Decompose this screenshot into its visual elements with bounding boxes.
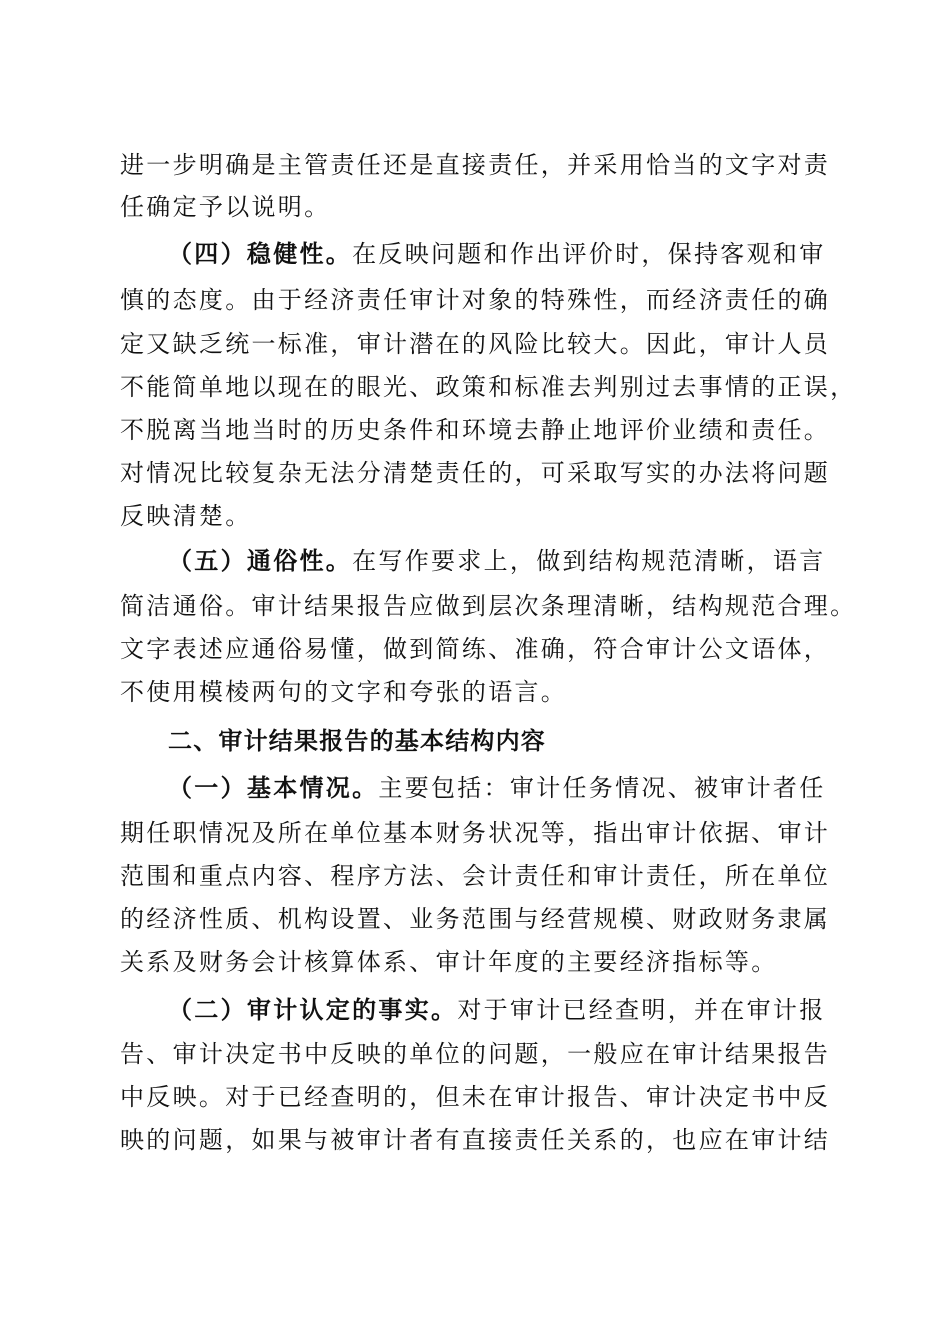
paragraph-line: 范围和重点内容、程序方法、会计责任和审计责任，所在单位 — [120, 862, 831, 890]
paragraph-first-line — [168, 541, 826, 581]
paragraph-first-line — [168, 990, 826, 1030]
paragraph-line: 不脱离当地当时的历史条件和环境去静止地评价业绩和责任。 — [120, 416, 831, 444]
paragraph-line: 定又缺乏统一标准，审计潜在的风险比较大。因此，审计人员 — [120, 330, 831, 358]
paragraph-line: 简洁通俗。审计结果报告应做到层次条理清晰，结构规范合理。 — [120, 592, 857, 620]
paragraph-line: 慎的态度。由于经济责任审计对象的特殊性，而经济责任的确 — [120, 286, 831, 314]
paragraph-line: 告、审计决定书中反映的单位的问题，一般应在审计结果报告 — [120, 1040, 831, 1068]
paragraph-line: 不使用模棱两句的文字和夸张的语言。 — [120, 678, 568, 706]
paragraph-line: 关系及财务会计核算体系、审计年度的主要经济指标等。 — [120, 948, 778, 976]
paragraph-heading: （四）稳健性。 — [168, 240, 353, 268]
paragraph-text: 在反映问题和作出评价时，保持客观和审 — [352, 240, 826, 268]
paragraph-line: 任确定予以说明。 — [120, 193, 331, 221]
paragraph-heading: （五）通俗性。 — [168, 547, 353, 575]
paragraph-first-line — [168, 768, 826, 808]
paragraph-text: 在写作要求上，做到结构规范清晰，语言 — [352, 547, 826, 575]
paragraph-line: 反映清楚。 — [120, 502, 252, 530]
paragraph-first-line — [168, 234, 826, 274]
paragraph-line: 文字表述应通俗易懂，做到简练、准确，符合审计公文语体， — [120, 635, 831, 663]
paragraph-text: 主要包括：审计任务情况、被审计者任 — [378, 774, 826, 802]
paragraph-line: 对情况比较复杂无法分清楚责任的，可采取写实的办法将问题 — [120, 459, 831, 487]
paragraph-heading: （一）基本情况。 — [168, 774, 379, 802]
paragraph-line: 中反映。对于已经查明的，但未在审计报告、审计决定书中反 — [120, 1083, 831, 1111]
paragraph-heading: （二）审计认定的事实。 — [168, 996, 458, 1024]
section-heading: 二、审计结果报告的基本结构内容 — [168, 727, 546, 755]
paragraph-line: 期任职情况及所在单位基本财务状况等，指出审计依据、审计 — [120, 819, 831, 847]
paragraph-line: 进一步明确是主管责任还是直接责任，并采用恰当的文字对责 — [120, 151, 831, 179]
paragraph-line: 映的问题，如果与被审计者有直接责任关系的，也应在审计结 — [120, 1126, 831, 1154]
paragraph-line: 的经济性质、机构设置、业务范围与经营规模、财政财务隶属 — [120, 905, 831, 933]
paragraph-text: 对于审计已经查明，并在审计报 — [457, 996, 826, 1024]
paragraph-line: 不能简单地以现在的眼光、政策和标准去判别过去事情的正误， — [120, 373, 857, 401]
